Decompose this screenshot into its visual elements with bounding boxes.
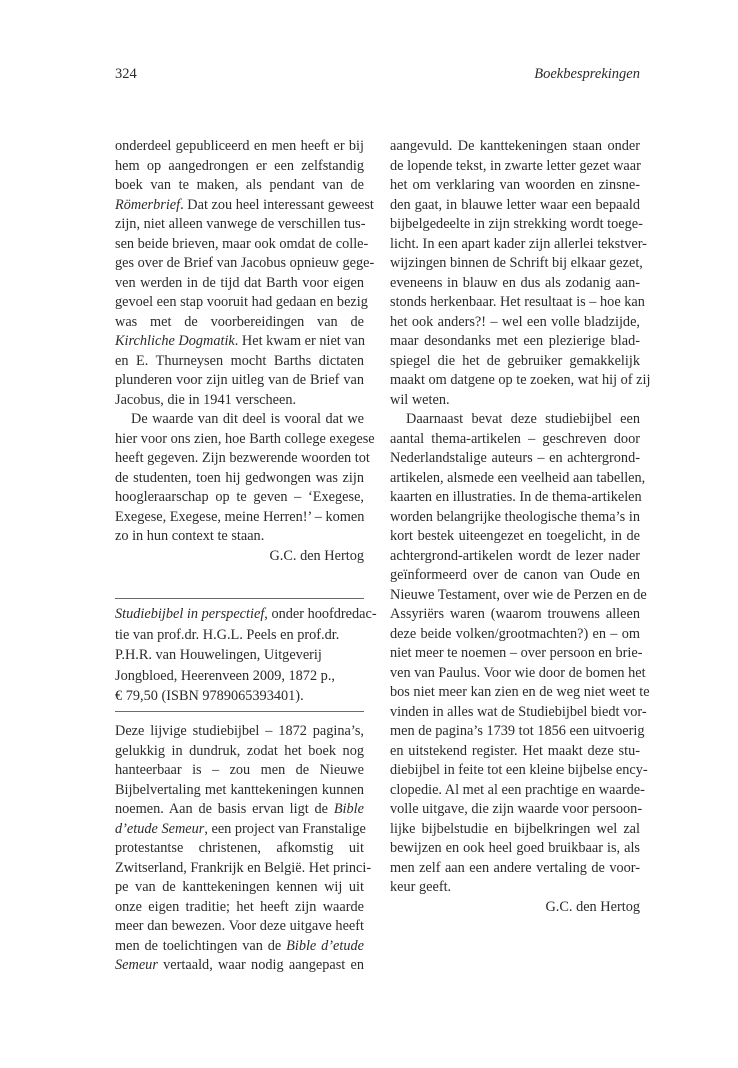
text-line: [390, 313, 640, 333]
text-line: [115, 800, 364, 820]
text-line: [390, 625, 640, 645]
text-line: [390, 410, 640, 430]
text-line: [390, 800, 643, 820]
text-line: [390, 605, 640, 625]
text-segment: onze eigen traditie; het heeft zijn waarde: [115, 898, 364, 915]
text-segment: gelukkig in dundruk, zodat het boek nog: [115, 742, 364, 759]
text-segment: Daarnaast bevat deze studiebijbel een: [406, 411, 640, 427]
text-line: [390, 215, 643, 235]
text-segment: Exegese, Exegese, meine Herren!’ – komen: [115, 508, 365, 525]
text-segment: was met de voorbereidingen van de: [115, 313, 364, 330]
text-line: [115, 371, 364, 391]
text-line: [115, 839, 364, 859]
text-segment: eveneens in blauw en dus als zodanig aan-: [390, 274, 640, 291]
text-line: [390, 878, 640, 898]
text-segment: de studenten, toen hij gedwongen was zijn: [115, 469, 364, 486]
text-line: [390, 469, 646, 489]
text-line: [115, 137, 364, 157]
text-line: [115, 274, 364, 294]
text-segment: Nederlandstalige auteurs – en achtergrond-: [390, 450, 640, 466]
text-segment: en uitstekend register. Het maakt deze stu-: [390, 742, 640, 759]
text-line: [390, 293, 645, 313]
text-segment: achtergrond-artikelen wordt de lezer nader: [390, 547, 640, 564]
italic-title: Bible: [333, 801, 364, 817]
text-line: [390, 703, 647, 723]
text-line: [115, 469, 364, 489]
text-line: [115, 449, 370, 469]
text-segment: diebijbel in feite tot een kleine bijbelse ency-: [390, 762, 648, 778]
italic-title: d’etude Semeur: [115, 820, 205, 837]
text-line: [115, 898, 364, 918]
text-segment: ven van Paulus. Voor wie door de bomen het: [390, 664, 646, 681]
text-line: [115, 686, 364, 707]
text-line: [390, 566, 640, 586]
text-line: [390, 761, 648, 781]
text-line: [390, 196, 640, 216]
text-line: [115, 625, 364, 646]
text-segment: Deze lijvige studiebijbel – 1872 pagina’s,: [115, 723, 364, 739]
italic-title: Bible d’etude: [286, 937, 364, 954]
text-segment: den gaat, in blauwe letter waar een bepaald: [390, 196, 640, 213]
text-line: [390, 859, 640, 879]
text-segment: wijzingen binnen de Schrift bij elkaar gezet,: [390, 255, 643, 271]
text-segment: Assyriërs waren (waarom trouwens alleen: [390, 606, 640, 622]
text-segment: het om verklaring van woorden en zinsne-: [390, 177, 640, 193]
text-line: [115, 410, 364, 430]
text-line: [390, 274, 640, 294]
text-segment: volle uitgave, die zijn waarde voor persoon-: [390, 801, 643, 817]
review-body-continued: [390, 137, 651, 917]
text-line: [115, 761, 364, 781]
text-segment: maar desondanks met een plezierige blad-: [390, 333, 640, 349]
text-segment: protestantse christenen, afkomstig uit: [115, 840, 364, 856]
text-line: [115, 937, 364, 957]
text-line: [390, 449, 640, 469]
text-line: [115, 430, 375, 450]
text-line: [115, 352, 364, 372]
text-line: [115, 859, 372, 879]
text-segment: Jacobus, die in 1941 verscheen.: [115, 391, 297, 408]
text-segment: plunderen voor zijn uitleg van de Brief van: [115, 372, 364, 388]
text-segment: clopedie. Al met al een prachtige en waarde-: [390, 781, 645, 798]
text-line: [115, 391, 364, 411]
text-line: [390, 527, 640, 547]
text-line: [115, 645, 364, 666]
text-line: [390, 722, 645, 742]
text-segment: zo in hun context te staan.: [115, 528, 265, 544]
text-segment: worden belangrijke theologische thema’s in: [390, 508, 640, 525]
text-line: [115, 254, 375, 274]
text-line: [115, 527, 364, 547]
text-line: [390, 488, 640, 508]
page-number: 324: [115, 66, 137, 82]
text-line: [115, 313, 364, 333]
italic-title: Semeur: [115, 957, 158, 973]
italic-title: Römerbrief: [115, 196, 181, 213]
text-line: [390, 781, 645, 801]
text-segment: bos niet meer kan zien en de weg niet weet te: [390, 684, 650, 700]
text-line: [115, 196, 374, 216]
text-segment: vertaald, waar nodig aangepast en: [157, 957, 364, 973]
text-segment: wil weten.: [390, 391, 450, 408]
text-line: [390, 742, 640, 762]
text-line: [115, 956, 364, 976]
text-line: [390, 137, 640, 157]
text-segment: De waarde van dit deel is vooral dat we: [131, 411, 364, 427]
text-segment: men de pagina’s 1739 tot 1856 een uitvoerig: [390, 723, 645, 739]
text-segment: , onder hoofdredac-: [264, 606, 377, 622]
text-segment: artikelen, alsmede een veelheid aan tabellen,: [390, 469, 646, 486]
text-line: [115, 293, 368, 313]
text-segment: meer dan bewezen. Voor deze uitgave heeft: [115, 918, 364, 934]
text-line: [115, 157, 364, 177]
text-line: [390, 664, 646, 684]
text-line: [390, 820, 640, 840]
italic-title: Kirchliche Dogmatik: [115, 333, 235, 349]
text-line: [390, 371, 651, 391]
text-segment: , een project van Franstalige: [204, 820, 366, 837]
text-segment: ges over de Brief van Jacobus opnieuw gege-: [115, 255, 375, 271]
text-segment: zijn, niet alleen vanwege de verschillen tus-: [115, 216, 366, 232]
text-line: [390, 839, 640, 859]
text-segment: hoogleraarschap op te geven – ‘Exegese,: [115, 489, 364, 505]
text-segment: Jongbloed, Heerenveen 2009, 1872 p.,: [115, 667, 335, 684]
text-segment: keur geeft.: [390, 879, 452, 895]
text-line: [115, 176, 364, 196]
text-line: [390, 547, 640, 567]
author-signature: [390, 898, 640, 918]
text-segment: de lopende tekst, in zwarte letter gezet waar: [390, 157, 641, 174]
text-segment: Bijbelvertaling met kanttekeningen kunnen: [115, 781, 364, 798]
text-segment: kort bestek uiteengezet en toegelicht, in de: [390, 528, 640, 544]
text-segment: heeft gegeven. Zijn bezwerende woorden tot: [115, 450, 370, 466]
text-segment: bewijzen en ook heel goed bruikbaar is, als: [390, 840, 640, 856]
text-line: [390, 352, 640, 372]
divider: [115, 711, 364, 712]
text-line: [115, 917, 364, 937]
text-segment: men de toelichtingen van de: [115, 937, 287, 954]
text-segment: boek van te maken, als pendant van de: [115, 177, 364, 193]
text-line: [115, 332, 364, 352]
text-segment: hier voor ons zien, hoe Barth college exegese: [115, 430, 375, 447]
italic-title: Studiebijbel in perspectief: [115, 606, 265, 622]
text-segment: licht. In een apart kader zijn allerlei tekstver-: [390, 235, 647, 252]
review-conclusion: [115, 137, 375, 566]
text-segment: G.C. den Hertog: [545, 898, 640, 915]
text-line: [115, 235, 369, 255]
text-line: [115, 742, 364, 762]
text-line: [115, 508, 364, 528]
text-segment: lijke bijbelstudie en bijbelkringen wel zal: [390, 820, 640, 837]
text-segment: niet meer te noemen – over persoon en brie-: [390, 645, 643, 661]
text-line: [390, 644, 643, 664]
text-segment: onderdeel gepubliceerd en men heeft er bij: [115, 138, 364, 154]
text-segment: sen beide brieven, maar ook omdat de colle-: [115, 235, 369, 252]
text-segment: ven werden in de tijd dat Barth voor eigen: [115, 274, 364, 291]
text-segment: maakt om datgene op te zoeken, wat hij of zij: [390, 372, 651, 388]
text-line: [115, 604, 377, 625]
text-segment: aangevuld. De kanttekeningen staan onder: [390, 138, 640, 154]
text-line: [115, 488, 364, 508]
text-line: [390, 586, 647, 606]
text-segment: . Het kwam er niet van: [234, 333, 365, 349]
text-segment: P.H.R. van Houwelingen, Uitgeverij: [115, 647, 322, 663]
text-segment: G.C. den Hertog: [269, 547, 364, 564]
text-segment: men zelf aan een andere vertaling de voor-: [390, 859, 640, 876]
text-line: [115, 722, 364, 742]
text-line: [390, 430, 640, 450]
running-title: Boekbesprekingen: [534, 66, 640, 82]
text-segment: € 79,50 (ISBN 9789065393401).: [115, 688, 304, 704]
text-line: [390, 157, 640, 177]
divider: [115, 598, 364, 599]
text-segment: hem op aangedrongen er een zelfstandig: [115, 157, 364, 174]
text-line: [390, 176, 640, 196]
text-segment: vinden in alles wat de Studiebijbel biedt vor-: [390, 703, 647, 720]
text-line: [390, 254, 643, 274]
text-segment: bijbelgedeelte in zijn strekking wordt toege-: [390, 216, 643, 232]
text-segment: deze beide volken/grootmachten?) en – om: [390, 625, 640, 642]
text-segment: . Dat zou heel interessant geweest: [180, 196, 374, 213]
text-segment: noemen. Aan de basis ervan ligt de: [115, 801, 334, 817]
text-segment: hanteerbaar is – zou men de Nieuwe: [115, 762, 364, 778]
text-segment: spiegel die het de gebruiker gemakkelijk: [390, 352, 640, 369]
author-signature: [115, 547, 364, 567]
text-line: [115, 820, 364, 840]
text-segment: aantal thema-artikelen – geschreven door: [390, 430, 640, 447]
text-line: [390, 391, 640, 411]
text-segment: kaarten en illustraties. In de thema-artikelen: [390, 489, 642, 505]
text-line: [390, 235, 647, 255]
text-line: [115, 666, 364, 687]
text-segment: Zwitserland, Frankrijk en België. Het princi-: [115, 859, 372, 876]
review-body: [115, 722, 372, 976]
text-line: [115, 215, 364, 235]
text-line: [115, 878, 364, 898]
text-line: [390, 683, 650, 703]
text-segment: en E. Thurneysen mocht Barths dictaten: [115, 352, 364, 369]
book-reference: [115, 604, 377, 707]
text-line: [390, 508, 640, 528]
text-line: [390, 332, 640, 352]
text-segment: geïnformeerd over de canon van Oude en: [390, 567, 640, 583]
text-segment: stonds herkenbaar. Het resultaat is – hoe kan: [390, 294, 645, 310]
text-segment: pe van de kanttekeningen kennen wij uit: [115, 879, 364, 895]
text-segment: Nieuwe Testament, over wie de Perzen en de: [390, 586, 647, 603]
text-line: [115, 781, 364, 801]
text-segment: tie van prof.dr. H.G.L. Peels en prof.dr.: [115, 626, 340, 643]
text-segment: gevoel een stap vooruit had gedaan en bezig: [115, 294, 368, 310]
text-segment: het ook anders?! – wel een volle bladzijde,: [390, 313, 640, 330]
